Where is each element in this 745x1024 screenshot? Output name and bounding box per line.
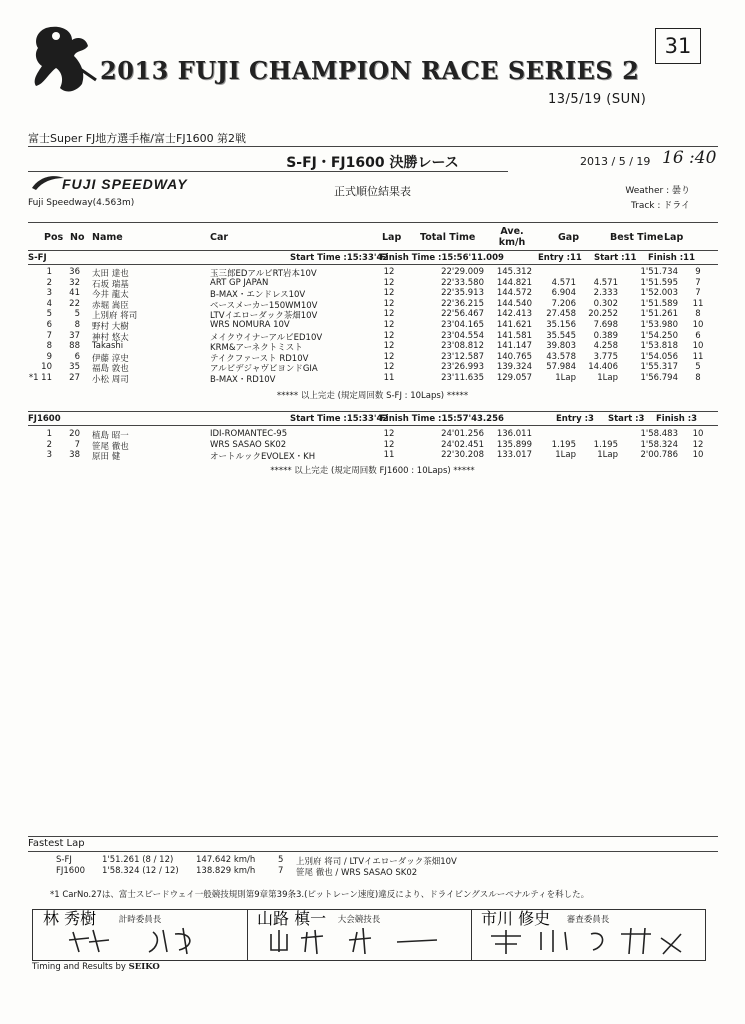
finish-time: Finish Time :15:56'11.009 xyxy=(380,253,504,263)
cell-laps: 12 xyxy=(383,277,395,288)
col-best-lap: Lap xyxy=(664,232,684,243)
cell-pos: 4 xyxy=(46,298,52,309)
cell-driver: 福島 敦也 xyxy=(92,364,129,375)
fl-class: FJ1600 xyxy=(56,866,86,876)
table-row xyxy=(28,288,718,299)
start-count: Start :3 xyxy=(608,414,645,424)
col-no: No xyxy=(70,232,85,243)
cell-total-time: 22'35.913 xyxy=(441,288,484,299)
result-title: 正式順位結果表 xyxy=(334,185,411,198)
fastest-lap-title: Fastest Lap xyxy=(28,838,85,849)
cell-car: KRM&アーネクトミスト xyxy=(210,343,303,354)
cell-gap-leader: 43.578 xyxy=(546,351,576,362)
cell-driver: 今井 龍太 xyxy=(92,290,129,301)
fl-driver: 上別府 将司 / LTVイエローダック茶畑10V xyxy=(296,857,457,867)
cell-car-no: 27 xyxy=(69,373,80,383)
cell-gap-leader: 7.206 xyxy=(551,298,576,309)
fl-time: 1'51.261 (8 / 12) xyxy=(102,855,174,865)
cell-car-no: 36 xyxy=(69,267,80,277)
cell-laps: 12 xyxy=(383,341,395,352)
divider xyxy=(28,264,718,265)
table-row xyxy=(28,373,718,384)
cell-car-no: 41 xyxy=(69,288,80,299)
table-row xyxy=(28,429,718,440)
cell-car-no: 8 xyxy=(74,320,80,330)
cell-gap-leader: 6.904 xyxy=(551,288,576,299)
cell-car-no: 88 xyxy=(69,341,80,352)
class-name: FJ1600 xyxy=(28,414,61,424)
divider xyxy=(28,411,718,412)
timing-chief-label: 計時委員長 xyxy=(118,915,162,925)
cell-best-lap: 11 xyxy=(692,298,704,309)
track-condition: Track : ドライ xyxy=(630,201,690,211)
start-count: Start :11 xyxy=(594,253,637,263)
cell-avg-speed: 144.821 xyxy=(496,277,532,288)
cell-car-no: 20 xyxy=(69,429,80,439)
cell-total-time: 23'11.635 xyxy=(441,373,484,383)
cell-driver: 原田 健 xyxy=(92,452,121,463)
entry-count: Entry :11 xyxy=(538,253,582,263)
divider xyxy=(28,146,718,147)
cell-best-time: 1'53.818 xyxy=(640,341,678,352)
race-director-signature-text: 山路 槙一 xyxy=(257,909,327,928)
cell-car: B-MAX・エンドレス10V xyxy=(210,290,306,301)
race-date: 2013 / 5 / 19 xyxy=(580,155,651,168)
table-row xyxy=(28,450,718,461)
cell-total-time: 22'33.580 xyxy=(441,277,484,288)
col-ave-1: Ave. xyxy=(500,226,524,237)
cell-car: ART GP JAPAN xyxy=(210,277,269,288)
cell-car-no: 7 xyxy=(74,439,80,450)
cell-best-lap: 12 xyxy=(692,439,704,450)
cell-pos: 3 xyxy=(46,450,52,461)
table-row xyxy=(28,440,718,451)
cell-best-time: 1'51.589 xyxy=(640,298,678,309)
cell-best-time: 1'54.056 xyxy=(640,351,678,362)
handwritten-time: 16 :40 xyxy=(662,148,717,168)
divider xyxy=(28,836,718,837)
cell-gap-leader: 39.803 xyxy=(546,341,576,352)
cell-pos: 1 xyxy=(46,267,52,277)
timing-label: Timing and Results by xyxy=(32,962,126,972)
cell-best-lap: 7 xyxy=(695,277,701,288)
cell-best-time: 1'51.734 xyxy=(640,267,678,277)
cell-gap-prev: 0.389 xyxy=(593,330,618,341)
cell-best-lap: 8 xyxy=(695,309,701,320)
steward-label: 審査委員長 xyxy=(566,915,610,925)
cell-laps: 12 xyxy=(383,309,395,320)
cell-avg-speed: 136.011 xyxy=(496,429,532,439)
fl-car-no: 7 xyxy=(278,866,284,876)
timing-chief-signature-text: 林 秀樹 xyxy=(43,909,97,928)
cell-best-time: 1'53.980 xyxy=(640,320,678,330)
fastest-lap-row xyxy=(52,855,712,866)
col-name: Name xyxy=(92,232,123,243)
cell-gap-leader: 27.458 xyxy=(546,309,576,320)
cell-best-time: 1'52.003 xyxy=(640,288,678,299)
cell-avg-speed: 141.621 xyxy=(496,320,532,330)
cell-gap-prev: 1Lap xyxy=(597,373,618,383)
event-date: 13/5/19 (SUN) xyxy=(548,92,647,107)
cell-best-lap: 10 xyxy=(692,450,704,461)
cell-pos: 10 xyxy=(41,362,52,373)
cell-avg-speed: 133.017 xyxy=(496,450,532,461)
fl-driver: 笹尾 徹也 / WRS SASAO SK02 xyxy=(296,868,418,878)
col-car: Car xyxy=(210,232,229,243)
cell-best-lap: 8 xyxy=(695,373,701,383)
table-row xyxy=(28,278,718,289)
series-mascot-logo xyxy=(26,22,108,98)
cell-car-no: 37 xyxy=(69,330,80,341)
cell-laps: 12 xyxy=(383,429,395,439)
cell-gap-prev: 0.302 xyxy=(593,298,618,309)
cell-gap-leader: 57.984 xyxy=(546,362,576,373)
circuit-info: Fuji Speedway(4.563m) xyxy=(28,198,135,208)
entry-count: Entry :3 xyxy=(556,414,594,424)
cell-car: メイクウイナーアルビED10V xyxy=(210,332,323,343)
divider xyxy=(28,222,718,223)
divider xyxy=(28,250,718,251)
sfj-class-header xyxy=(28,253,718,264)
cell-best-time: 1'51.261 xyxy=(640,309,678,320)
fl-time: 1'58.324 (12 / 12) xyxy=(102,866,179,876)
timing-credit xyxy=(32,962,160,972)
cell-laps: 12 xyxy=(383,351,395,362)
cell-gap-prev: 14.406 xyxy=(588,362,618,373)
table-row xyxy=(28,320,718,331)
cell-driver: 小松 周司 xyxy=(92,375,129,385)
table-row xyxy=(28,352,718,363)
event-subtitle: 富士Super FJ地方選手権/富士FJ1600 第2戦 xyxy=(28,132,247,145)
cell-avg-speed: 129.057 xyxy=(496,373,532,383)
steward-cell xyxy=(471,910,705,960)
cell-laps: 11 xyxy=(383,373,395,383)
cell-total-time: 23'04.554 xyxy=(441,330,484,341)
cell-driver: 上別府 将司 xyxy=(92,311,138,322)
cell-gap-prev: 1.195 xyxy=(593,439,618,450)
table-row xyxy=(28,299,718,310)
cell-pos: 2 xyxy=(46,277,52,288)
cell-best-time: 2'00.786 xyxy=(640,450,678,461)
cell-total-time: 23'08.812 xyxy=(441,341,484,352)
cell-gap-leader: 1Lap xyxy=(555,450,576,461)
col-ave xyxy=(494,226,530,248)
cell-car: IDI-ROMANTEC-95 xyxy=(210,429,288,439)
seiko-logo: SEIKO xyxy=(128,962,160,972)
cell-pos: 2 xyxy=(46,439,52,450)
column-header xyxy=(28,224,718,250)
cell-gap-leader: 35.156 xyxy=(546,320,576,330)
cell-car: テイクファースト RD10V xyxy=(210,353,309,364)
cell-pos: 5 xyxy=(46,309,52,320)
cell-best-lap: 7 xyxy=(695,288,701,299)
cell-laps: 11 xyxy=(383,450,395,461)
cell-total-time: 22'30.208 xyxy=(441,450,484,461)
timing-chief-cell xyxy=(33,910,248,960)
cell-driver: 石坂 瑞基 xyxy=(92,279,129,290)
cell-driver: 伊藤 淳史 xyxy=(92,353,129,364)
cell-laps: 12 xyxy=(383,320,395,330)
cell-total-time: 23'12.587 xyxy=(441,351,484,362)
cell-avg-speed: 144.572 xyxy=(496,288,532,299)
cell-pos: 1 xyxy=(46,429,52,439)
fl-class: S-FJ xyxy=(56,855,72,865)
cell-gap-leader: 1.195 xyxy=(551,439,576,450)
race-title: S-FJ・FJ1600 決勝レース xyxy=(286,155,459,171)
cell-car: B-MAX・RD10V xyxy=(210,375,276,385)
weather: Weather : 曇り xyxy=(625,186,690,196)
cell-laps: 12 xyxy=(383,298,395,309)
cell-car: 玉三郎EDアルビRT岩本10V xyxy=(210,269,317,279)
sfj-note: ***** 以上完走 (規定周回数 S-FJ : 10Laps) ***** xyxy=(276,391,469,401)
cell-best-lap: 9 xyxy=(695,267,701,277)
cell-best-lap: 6 xyxy=(695,330,701,341)
cell-best-time: 1'51.595 xyxy=(640,277,678,288)
race-director-label: 大会競技長 xyxy=(337,915,381,925)
cell-pos: 8 xyxy=(46,341,52,352)
cell-car-no: 38 xyxy=(69,450,80,461)
divider xyxy=(28,171,508,172)
class-name: S-FJ xyxy=(28,253,47,263)
steward-signature-text: 市川 修史 xyxy=(481,909,551,928)
cell-laps: 12 xyxy=(383,288,395,299)
fj1600-class-header xyxy=(28,414,718,425)
fj1600-note: ***** 以上完走 (規定周回数 FJ1600 : 10Laps) ***** xyxy=(270,466,475,476)
cell-car: オートルックEVOLEX・KH xyxy=(210,452,316,463)
cell-avg-speed: 139.324 xyxy=(496,362,532,373)
cell-driver: Takashi xyxy=(92,341,124,352)
cell-laps: 12 xyxy=(383,362,395,373)
divider xyxy=(28,425,718,426)
cell-best-lap: 10 xyxy=(692,429,704,439)
table-row xyxy=(28,362,718,373)
cell-driver: 植島 昭一 xyxy=(92,431,129,441)
cell-gap-prev: 7.698 xyxy=(593,320,618,330)
cell-best-lap: 10 xyxy=(692,341,704,352)
cell-car: WRS SASAO SK02 xyxy=(210,439,287,450)
finish-count: Finish :3 xyxy=(656,414,698,424)
cell-gap-prev: 4.258 xyxy=(593,341,618,352)
col-ave-2: km/h xyxy=(498,237,526,248)
penalty-note: *1 CarNo.27は、富士スピードウェイ一般競技規則第9章第39条3.(ピットレーン速度)違反により、ドライビングスルーペナルティを科した。 xyxy=(50,890,590,900)
finish-count: Finish :11 xyxy=(648,253,695,263)
cell-gap-leader: 35.545 xyxy=(546,330,576,341)
cell-driver: 野村 大樹 xyxy=(92,322,129,332)
fl-speed: 138.829 km/h xyxy=(196,866,256,876)
cell-avg-speed: 141.581 xyxy=(496,330,532,341)
cell-total-time: 24'02.451 xyxy=(441,439,484,450)
start-time: Start Time :15:33'42 xyxy=(290,253,389,263)
cell-avg-speed: 145.312 xyxy=(496,267,532,277)
cell-driver: 笹尾 徹也 xyxy=(92,441,129,452)
cell-avg-speed: 135.899 xyxy=(496,439,532,450)
cell-driver: 太田 達也 xyxy=(92,269,129,279)
page-number: 31 xyxy=(655,28,701,64)
cell-car-no: 32 xyxy=(69,277,80,288)
cell-total-time: 24'01.256 xyxy=(441,429,484,439)
cell-car: ベースメーカー150WM10V xyxy=(210,300,318,311)
cell-avg-speed: 144.540 xyxy=(496,298,532,309)
cell-total-time: 23'04.165 xyxy=(441,320,484,330)
cell-avg-speed: 141.147 xyxy=(496,341,532,352)
cell-pos: *1 11 xyxy=(28,373,52,383)
cell-pos: 6 xyxy=(46,320,52,330)
cell-total-time: 22'36.215 xyxy=(441,298,484,309)
cell-driver: 神村 悠太 xyxy=(92,332,129,343)
cell-best-time: 1'54.250 xyxy=(640,330,678,341)
table-row xyxy=(28,331,718,342)
cell-best-time: 1'58.324 xyxy=(640,439,678,450)
cell-pos: 7 xyxy=(46,330,52,341)
cell-laps: 12 xyxy=(383,439,395,450)
cell-gap-prev: 2.333 xyxy=(593,288,618,299)
cell-car-no: 5 xyxy=(74,309,80,320)
cell-gap-prev: 3.775 xyxy=(593,351,618,362)
fl-car-no: 5 xyxy=(278,855,284,865)
race-director-cell xyxy=(247,910,472,960)
col-lap: Lap xyxy=(382,232,402,243)
fl-speed: 147.642 km/h xyxy=(196,855,256,865)
table-row xyxy=(28,309,718,320)
cell-best-time: 1'55.317 xyxy=(640,362,678,373)
cell-car-no: 35 xyxy=(69,362,80,373)
cell-car-no: 22 xyxy=(69,298,80,309)
cell-gap-leader: 4.571 xyxy=(551,277,576,288)
cell-avg-speed: 142.413 xyxy=(496,309,532,320)
cell-gap-leader: 1Lap xyxy=(555,373,576,383)
cell-avg-speed: 140.765 xyxy=(496,351,532,362)
signature-box xyxy=(32,909,706,961)
cell-best-lap: 10 xyxy=(692,320,704,330)
venue-logo: FUJI SPEEDWAY xyxy=(62,176,188,192)
cell-car-no: 6 xyxy=(74,351,80,362)
col-best-time: Best Time xyxy=(610,232,664,243)
cell-driver: 赤堀 嵩臣 xyxy=(92,300,129,311)
series-title: 2013 FUJI CHAMPION RACE SERIES 2 xyxy=(100,56,640,85)
col-total-time: Total Time xyxy=(420,232,476,243)
col-gap: Gap xyxy=(558,232,580,243)
finish-time: Finish Time :15:57'43.256 xyxy=(380,414,504,424)
cell-car: LTVイエローダック茶畑10V xyxy=(210,311,318,322)
cell-car: WRS NOMURA 10V xyxy=(210,320,290,330)
cell-best-lap: 5 xyxy=(695,362,701,373)
start-time: Start Time :15:33'42 xyxy=(290,414,389,424)
col-pos: Pos xyxy=(44,232,64,243)
cell-pos: 9 xyxy=(46,351,52,362)
cell-best-time: 1'56.794 xyxy=(640,373,678,383)
cell-gap-prev: 20.252 xyxy=(588,309,618,320)
cell-best-time: 1'58.483 xyxy=(640,429,678,439)
cell-total-time: 22'56.467 xyxy=(441,309,484,320)
cell-gap-prev: 4.571 xyxy=(593,277,618,288)
cell-laps: 12 xyxy=(383,330,395,341)
table-row xyxy=(28,341,718,352)
cell-best-lap: 11 xyxy=(692,351,704,362)
fastest-lap-row xyxy=(52,866,712,877)
divider xyxy=(28,851,718,852)
cell-car: アルビデジャヴビヨンドGIA xyxy=(210,364,318,375)
cell-laps: 12 xyxy=(383,267,395,277)
table-row xyxy=(28,267,718,278)
cell-total-time: 22'29.009 xyxy=(441,267,484,277)
cell-pos: 3 xyxy=(46,288,52,299)
cell-gap-prev: 1Lap xyxy=(597,450,618,461)
cell-total-time: 23'26.993 xyxy=(441,362,484,373)
